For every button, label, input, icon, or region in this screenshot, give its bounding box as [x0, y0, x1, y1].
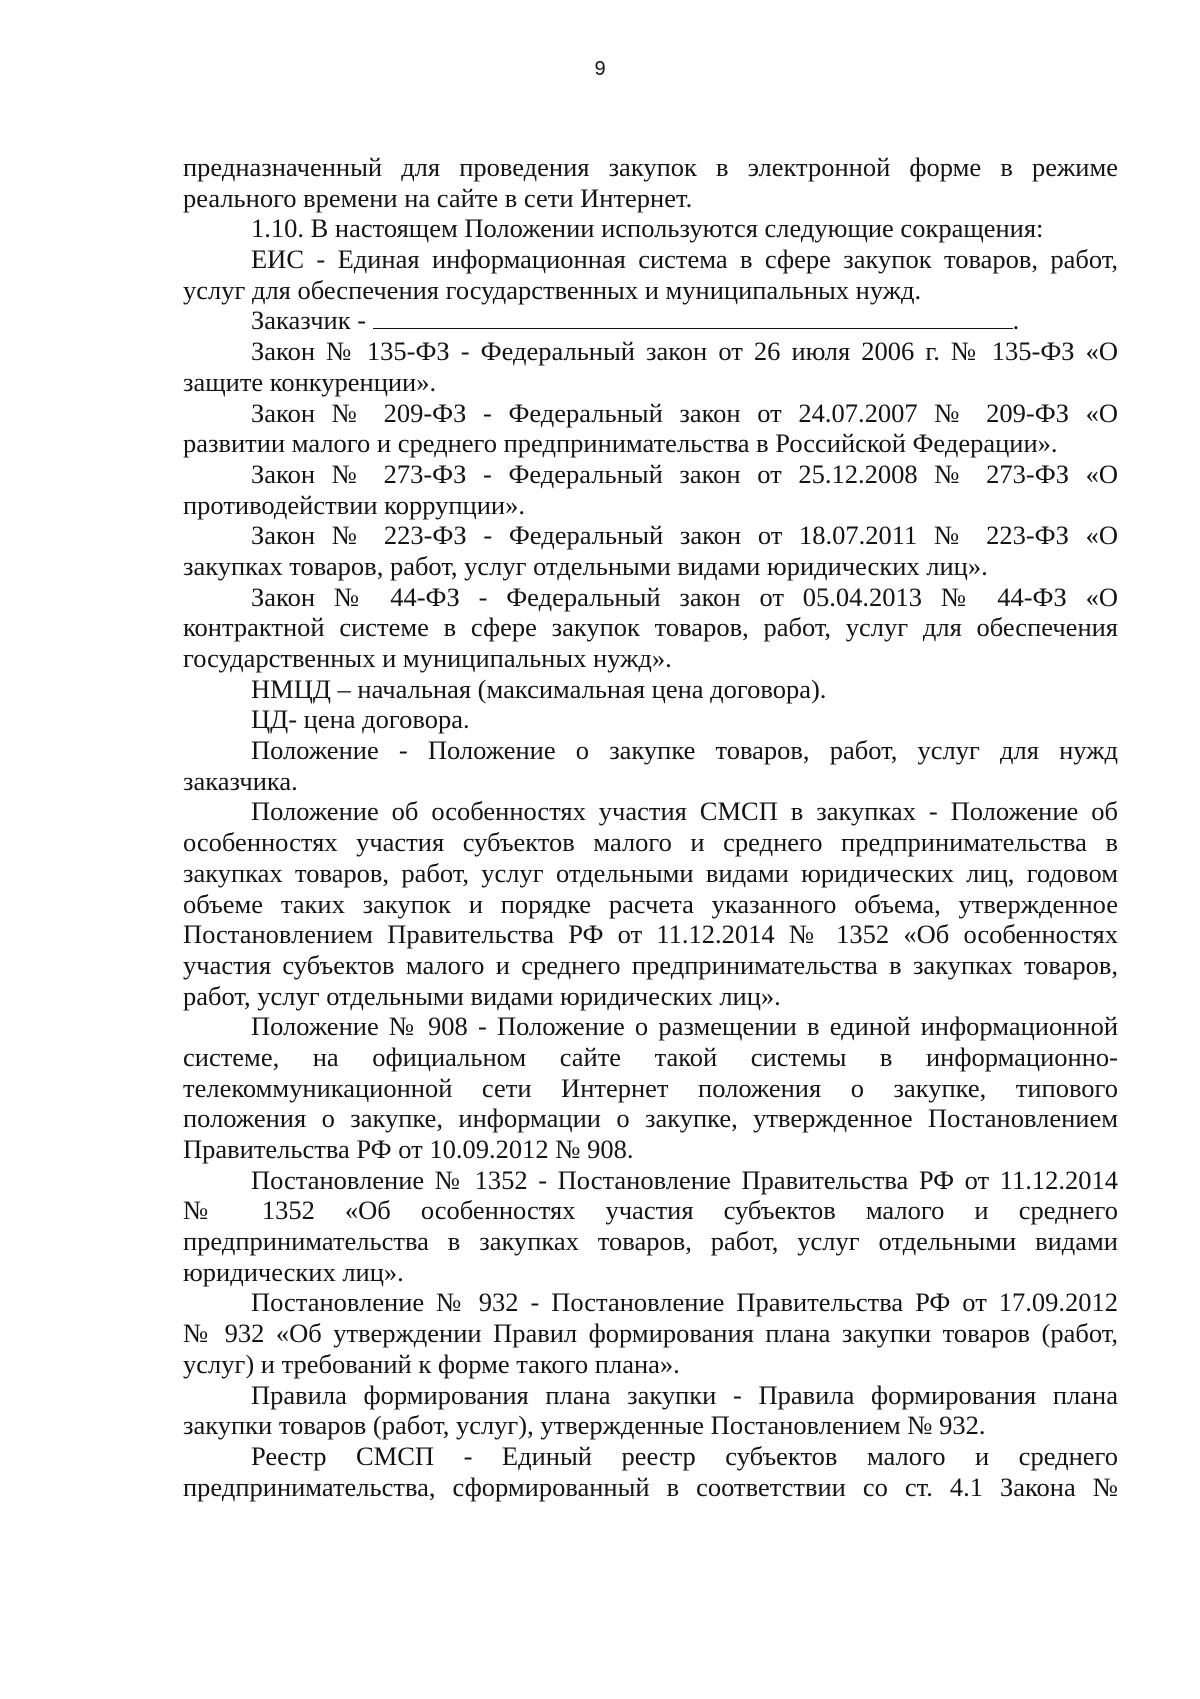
- text-line: [183, 1287, 1118, 1318]
- text-line-content: Закон № 223-ФЗ - Федеральный закон от 18.07.2011 № 223-ФЗ «О: [251, 520, 1118, 551]
- text-line-content: системе, на официальном сайте такой системы в информационно-: [183, 1041, 1118, 1072]
- text-line: [183, 735, 1118, 766]
- text-line: [183, 152, 1118, 183]
- text-line: [183, 1073, 1118, 1104]
- text-line-content: НМЦД – начальная (максимальная цена договора).: [251, 673, 827, 704]
- text-line: [183, 1257, 1118, 1288]
- text-line-content: № 1352 «Об особенностях участия субъектов малого и среднего: [183, 1195, 1118, 1226]
- text-line-content: Заказчик -: [251, 305, 367, 336]
- text-line-content: заказчика.: [183, 765, 298, 796]
- text-line-content: предпринимательства в закупках товаров, работ, услуг отдельными видами: [183, 1226, 1118, 1257]
- text-line: [183, 1349, 1118, 1380]
- text-line-content: юридических лиц».: [183, 1256, 404, 1287]
- text-line: [183, 1165, 1118, 1196]
- text-line: [183, 950, 1118, 981]
- text-line-content: Положение № 908 - Положение о размещении в единой информационной: [251, 1011, 1118, 1042]
- text-line: [183, 704, 1118, 735]
- text-line-content: Закон № 44-ФЗ - Федеральный закон от 05.04.2013 № 44-ФЗ «О: [251, 581, 1118, 612]
- text-line-content: Положение - Положение о закупке товаров, работ, услуг для нужд: [251, 735, 1118, 766]
- text-line-content: участия субъектов малого и среднего предпринимательства в закупках товаров,: [183, 949, 1118, 980]
- text-line-content: ЕИС - Единая информационная система в сфере закупок товаров, работ,: [251, 244, 1118, 275]
- text-line-content: Правила формирования плана закупки - Правила формирования плана: [251, 1379, 1118, 1410]
- text-line: [183, 643, 1118, 674]
- text-line: [183, 490, 1118, 521]
- text-line: [183, 827, 1118, 858]
- text-line-content: услуг для обеспечения государственных и муниципальных нужд.: [183, 274, 922, 305]
- text-line: [183, 367, 1118, 398]
- text-line: [183, 459, 1118, 490]
- text-line-content: особенностях участия субъектов малого и среднего предпринимательства в: [183, 827, 1118, 858]
- text-line: [183, 796, 1118, 827]
- blank-terminator: .: [1012, 305, 1020, 336]
- text-line: [183, 213, 1118, 244]
- text-line: [183, 1226, 1118, 1257]
- text-line: [183, 766, 1118, 797]
- text-line-content: закупках товаров, работ, услуг отдельными видами юридических лиц».: [183, 550, 988, 581]
- text-line-content: противодействии коррупции».: [183, 489, 525, 520]
- text-line: [183, 336, 1118, 367]
- text-line: [183, 612, 1118, 643]
- text-line-content: работ, услуг отдельными видами юридических лиц».: [183, 980, 781, 1011]
- text-line: [183, 919, 1118, 950]
- text-line: [183, 1011, 1118, 1042]
- text-line: [183, 244, 1118, 275]
- text-line: [183, 858, 1118, 889]
- text-line-content: Правительства РФ от 10.09.2012 № 908.: [183, 1134, 634, 1164]
- text-line-content: объеме таких закупок и порядке расчета указанного объема, утвержденное: [183, 888, 1118, 919]
- text-line-content: предназначенный для проведения закупок в электронной форме в режиме: [183, 152, 1118, 182]
- text-line: [183, 1134, 1118, 1165]
- text-line: [183, 1472, 1118, 1503]
- document-body: [183, 152, 1118, 1502]
- text-line-content: развитии малого и среднего предпринимательства в Российской Федерации».: [183, 428, 1058, 459]
- text-line: [183, 428, 1118, 459]
- text-line-content: Реестр СМСП - Единый реестр субъектов малого и среднего: [251, 1440, 1118, 1471]
- text-line-content: государственных и муниципальных нужд».: [183, 643, 672, 673]
- text-line: [183, 1410, 1118, 1441]
- text-line-content: № 932 «Об утверждении Правил формирования плана закупки товаров (работ,: [183, 1318, 1118, 1349]
- page-number: 9: [594, 58, 606, 80]
- text-line-content: предпринимательства, сформированный в соответствии со ст. 4.1 Закона №: [183, 1471, 1118, 1502]
- text-line-content: закупки товаров (работ, услуг), утвержденные Постановлением № 932.: [183, 1410, 986, 1441]
- fill-in-blank: [373, 306, 1013, 329]
- text-line: [183, 551, 1118, 582]
- text-line-content: Постановлением Правительства РФ от 11.12.2014 № 1352 «Об особенностях: [183, 919, 1118, 950]
- text-line: [183, 889, 1118, 920]
- text-line-content: услуг) и требований к форме такого плана».: [183, 1348, 680, 1379]
- text-line-content: телекоммуникационной сети Интернет положения о закупке, типового: [183, 1072, 1118, 1103]
- text-line-content: контрактной системе в сфере закупок товаров, работ, услуг для обеспечения: [183, 612, 1118, 643]
- text-line-content: 1.10. В настоящем Положении используются следующие сокращения:: [251, 213, 1044, 244]
- text-line: [183, 674, 1118, 705]
- text-line-content: закупках товаров, работ, услуг отдельными видами юридических лиц, годовом: [183, 857, 1118, 888]
- text-line-content: ЦД- цена договора.: [251, 704, 470, 735]
- text-line-content: реального времени на сайте в сети Интернет.: [183, 182, 693, 213]
- text-line-content: положения о закупке, информации о закупке, утвержденное Постановлением: [183, 1103, 1118, 1134]
- text-line: [183, 1441, 1118, 1472]
- text-line: [183, 1318, 1118, 1349]
- text-line: [183, 398, 1118, 429]
- text-line-content: Закон № 273-ФЗ - Федеральный закон от 25.12.2008 № 273-ФЗ «О: [251, 458, 1118, 489]
- text-line-content: Постановление № 932 - Постановление Правительства РФ от 17.09.2012: [251, 1287, 1118, 1318]
- text-line: [183, 1103, 1118, 1134]
- text-line-content: Закон № 209-ФЗ - Федеральный закон от 24.07.2007 № 209-ФЗ «О: [251, 397, 1118, 428]
- text-line: [183, 981, 1118, 1012]
- text-line: [183, 1380, 1118, 1411]
- text-line-content: Постановление № 1352 - Постановление Правительства РФ от 11.12.2014: [251, 1164, 1118, 1195]
- text-line-content: защите конкуренции».: [183, 366, 437, 397]
- text-line: [183, 183, 1118, 214]
- text-line: [183, 275, 1118, 306]
- text-line: [183, 520, 1118, 551]
- text-line-content: Закон № 135-ФЗ - Федеральный закон от 26 июля 2006 г. № 135-ФЗ «О: [251, 336, 1118, 367]
- text-line: [183, 1042, 1118, 1073]
- text-line: [183, 1195, 1118, 1226]
- text-line-content: Положение об особенностях участия СМСП в закупках - Положение об: [251, 796, 1118, 827]
- text-line: [183, 305, 1118, 336]
- text-line: [183, 582, 1118, 613]
